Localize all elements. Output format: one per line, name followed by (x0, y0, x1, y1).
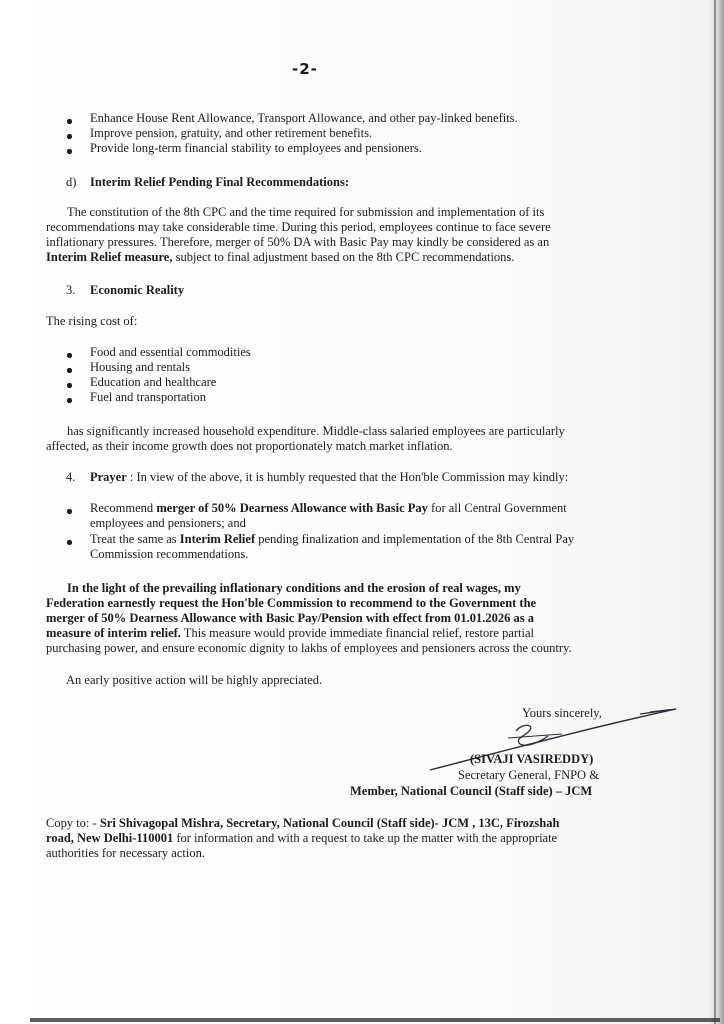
conclusion-line-3: merger of 50% Dearness Allowance with Basic Pay/Pension with effect from 01.01.2026 as a (46, 611, 535, 625)
prayer-bullet-1-post: for all Central Government (427, 501, 567, 515)
prayer-bullet-2-pre: Treat the same as (90, 532, 180, 546)
copy-to-line-3: authorities for necessary action. (46, 846, 205, 860)
interim-relief-bold: Interim Relief measure, (46, 250, 173, 264)
intro-bullet-1: Enhance House Rent Allowance, Transport Allowance, and other pay-linked benefits. (90, 111, 518, 125)
page-edge-line (714, 0, 716, 1024)
page-number: -2- (292, 60, 318, 78)
section-3-label: 3. (66, 283, 76, 297)
prayer-bullet-1-pre: Recommend (90, 501, 157, 515)
prayer-bullet-2-post: pending finalization and implementation of the 8th Central Pay (255, 532, 575, 546)
copy-to-recipient: Sri Shivagopal Mishra, Secretary, National Council (Staff side)- JCM , 13C, Firozshah (99, 816, 560, 830)
scan-bottom-strip (30, 1018, 720, 1022)
prayer-bullet-2-line-2: Commission recommendations. (90, 547, 249, 561)
page-edge-shadow (708, 0, 724, 1024)
section-d-heading: Interim Relief Pending Final Recommendations: (90, 175, 350, 189)
signatory-name: (SIVAJI VASIREDDY) (470, 752, 594, 766)
copy-to-label: Copy to: - (46, 816, 100, 830)
section-4-intro: : In view of the above, it is humbly requested that the Hon'ble Commission may kindly: (126, 470, 569, 484)
section-4-label: 4. (66, 470, 76, 484)
section-d-line-1: The constitution of the 8th CPC and the time required for submission and implementation of its (67, 205, 545, 219)
intro-bullet-2: Improve pension, gratuity, and other retirement benefits. (90, 126, 373, 140)
conclusion-line-4-rest: This measure would provide immediate financial relief, restore partial (180, 626, 535, 640)
copy-to-purpose: for information and with a request to take up the matter with the appropriate (173, 831, 558, 845)
section-3-intro: The rising cost of: (46, 314, 138, 328)
closing-note: An early positive action will be highly appreciated. (66, 673, 323, 687)
salutation: Yours sincerely, (522, 706, 602, 720)
intro-bullet-3: Provide long-term financial stability to employees and pensioners. (90, 141, 422, 155)
section-d-line-2: recommendations may take considerable time. During this period, employees continue to face severe (46, 220, 551, 234)
section-4-heading: Prayer (90, 470, 127, 484)
cost-bullet-2: Housing and rentals (90, 360, 190, 374)
section-3-para-1: has significantly increased household expenditure. Middle-class salaried employees are particularly (67, 424, 565, 438)
copy-to-line-1 (46, 816, 559, 831)
prayer-bullet-1-bold: merger of 50% Dearness Allowance with Basic Pay (156, 501, 428, 515)
prayer-bullet-1-line-2: employees and pensioners; and (90, 516, 246, 530)
section-d-line-4-rest: subject to final adjustment based on the 8th CPC recommendations. (172, 250, 515, 264)
copy-to-address: road, New Delhi-110001 (46, 831, 174, 845)
conclusion-line-1: In the light of the prevailing inflationary conditions and the erosion of real wages, my (67, 581, 521, 595)
section-3-para-2: affected, as their income growth does not proportionately match market inflation. (46, 439, 453, 453)
conclusion-line-2: Federation earnestly request the Hon'ble Commission to recommend to the Government the (46, 596, 537, 610)
signatory-title-2: Member, National Council (Staff side) – JCM (350, 784, 593, 798)
cost-bullet-4: Fuel and transportation (90, 390, 206, 404)
copy-to-line-2 (46, 831, 557, 846)
cost-bullet-1: Food and essential commodities (90, 345, 251, 359)
section-d-line-3: inflationary pressures. Therefore, merger of 50% DA with Basic Pay may kindly be considered as an (46, 235, 550, 249)
conclusion-line-5: purchasing power, and ensure economic dignity to lakhs of employees and pensioners across the country. (46, 641, 572, 655)
conclusion-line-4-bold: measure of interim relief. (46, 626, 181, 640)
prayer-bullet-2-bold: Interim Relief (179, 532, 256, 546)
cost-bullet-3: Education and healthcare (90, 375, 217, 389)
section-3-heading: Economic Reality (90, 283, 185, 297)
section-d-label: d) (66, 175, 77, 189)
signatory-title-1: Secretary General, FNPO & (458, 768, 599, 782)
